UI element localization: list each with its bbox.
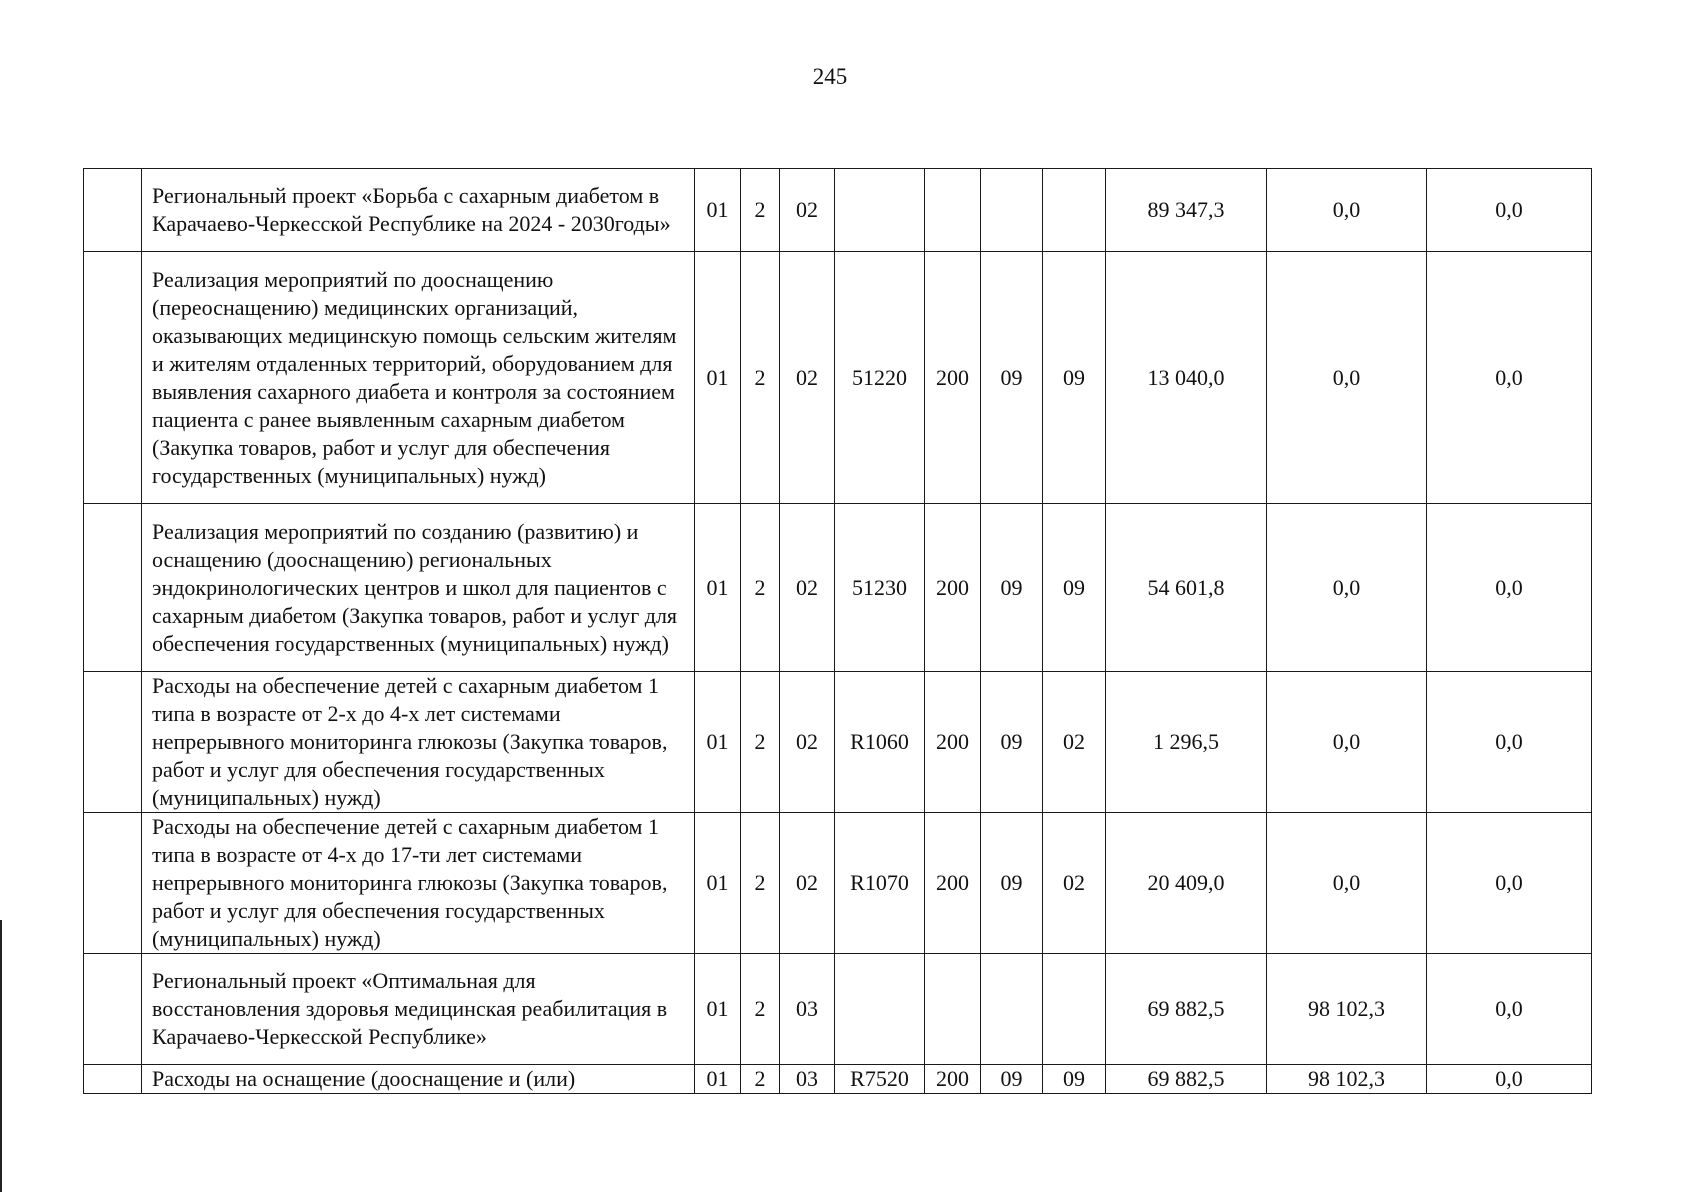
- code-subprogram-cell: 2: [741, 169, 780, 252]
- code-project-cell: 02: [780, 813, 835, 954]
- code-project-cell: 02: [780, 504, 835, 672]
- row-number-cell: [84, 504, 142, 672]
- code-direction-cell: R1060: [835, 672, 925, 813]
- code-expense-type-cell: [925, 169, 981, 252]
- amount-year1-cell: 20 409,0: [1106, 813, 1267, 954]
- code-subsection-cell: [1043, 169, 1106, 252]
- scan-margin-line: [0, 920, 2, 1192]
- code-program-cell: 01: [695, 672, 741, 813]
- code-expense-type-cell: 200: [925, 672, 981, 813]
- code-section-cell: [981, 169, 1043, 252]
- code-program-cell: 01: [695, 169, 741, 252]
- code-program-cell: 01: [695, 504, 741, 672]
- table-row: [84, 169, 1592, 252]
- code-subprogram-cell: 2: [741, 954, 780, 1065]
- row-number-cell: [84, 169, 142, 252]
- code-expense-type-cell: 200: [925, 1065, 981, 1094]
- code-subprogram-cell: 2: [741, 252, 780, 504]
- code-direction-cell: R7520: [835, 1065, 925, 1094]
- amount-year2-cell: 98 102,3: [1267, 1065, 1427, 1094]
- row-description: Региональный проект «Оптимальная для восстановления здоровья медицинская реабилитация в Карачаево-Черкесской Республике»: [142, 954, 695, 1065]
- row-description: Реализация мероприятий по созданию (развитию) и оснащению (дооснащению) региональных эндокринологических центров и школ для пациентов с сахарным диабетом (Закупка товаров, работ и услуг для обеспечения государственных (муниципальных) нужд): [142, 504, 695, 672]
- code-expense-type-cell: 200: [925, 813, 981, 954]
- code-subsection-cell: 09: [1043, 1065, 1106, 1094]
- amount-year2-cell: 98 102,3: [1267, 954, 1427, 1065]
- row-description: Реализация мероприятий по дооснащению (переоснащению) медицинских организаций, оказывающих медицинскую помощь сельским жителям и жителям отдаленных территорий, оборудованием для выявления сахарного диабета и контроля за состоянием пациента с ранее выявленным сахарным диабетом (Закупка товаров, работ и услуг для обеспечения государственных (муниципальных) нужд): [142, 252, 695, 504]
- amount-year1-cell: 13 040,0: [1106, 252, 1267, 504]
- code-program-cell: 01: [695, 813, 741, 954]
- amount-year3-cell: 0,0: [1427, 504, 1592, 672]
- code-project-cell: 02: [780, 672, 835, 813]
- amount-year2-cell: 0,0: [1267, 504, 1427, 672]
- amount-year1-cell: 54 601,8: [1106, 504, 1267, 672]
- amount-year2-cell: 0,0: [1267, 252, 1427, 504]
- row-number-cell: [84, 954, 142, 1065]
- amount-year1-cell: 69 882,5: [1106, 954, 1267, 1065]
- table-row: [84, 504, 1592, 672]
- code-subprogram-cell: 2: [741, 672, 780, 813]
- row-description: Расходы на оснащение (дооснащение и (или): [142, 1065, 695, 1094]
- code-direction-cell: [835, 169, 925, 252]
- code-project-cell: 02: [780, 169, 835, 252]
- code-expense-type-cell: [925, 954, 981, 1065]
- row-description: Региональный проект «Борьба с сахарным диабетом в Карачаево-Черкесской Республике на 2024 - 2030годы»: [142, 169, 695, 252]
- amount-year3-cell: 0,0: [1427, 1065, 1592, 1094]
- code-direction-cell: R1070: [835, 813, 925, 954]
- amount-year3-cell: 0,0: [1427, 252, 1592, 504]
- code-subprogram-cell: 2: [741, 504, 780, 672]
- page-number: 245: [812, 64, 848, 89]
- code-section-cell: 09: [981, 1065, 1043, 1094]
- row-number-cell: [84, 813, 142, 954]
- code-expense-type-cell: 200: [925, 252, 981, 504]
- table-row: [84, 252, 1592, 504]
- code-direction-cell: 51220: [835, 252, 925, 504]
- amount-year3-cell: 0,0: [1427, 954, 1592, 1065]
- code-section-cell: 09: [981, 504, 1043, 672]
- code-program-cell: 01: [695, 954, 741, 1065]
- code-direction-cell: 51230: [835, 504, 925, 672]
- table-row: [84, 672, 1592, 813]
- code-subsection-cell: 09: [1043, 504, 1106, 672]
- amount-year3-cell: 0,0: [1427, 813, 1592, 954]
- code-subsection-cell: [1043, 954, 1106, 1065]
- code-subsection-cell: 02: [1043, 813, 1106, 954]
- code-section-cell: 09: [981, 252, 1043, 504]
- amount-year1-cell: 89 347,3: [1106, 169, 1267, 252]
- table-row: [84, 954, 1592, 1065]
- code-program-cell: 01: [695, 1065, 741, 1094]
- amount-year3-cell: 0,0: [1427, 672, 1592, 813]
- code-project-cell: 03: [780, 954, 835, 1065]
- row-description: Расходы на обеспечение детей с сахарным диабетом 1 типа в возрасте от 2-х до 4-х лет системами непрерывного мониторинга глюкозы (Закупка товаров, работ и услуг для обеспечения государственных (муниципальных) нужд): [142, 672, 695, 813]
- row-number-cell: [84, 1065, 142, 1094]
- budget-table: [83, 168, 1592, 1094]
- row-number-cell: [84, 672, 142, 813]
- row-number-cell: [84, 252, 142, 504]
- code-expense-type-cell: 200: [925, 504, 981, 672]
- code-subprogram-cell: 2: [741, 813, 780, 954]
- code-section-cell: 09: [981, 672, 1043, 813]
- code-project-cell: 02: [780, 252, 835, 504]
- amount-year2-cell: 0,0: [1267, 672, 1427, 813]
- code-section-cell: 09: [981, 813, 1043, 954]
- amount-year2-cell: 0,0: [1267, 169, 1427, 252]
- code-direction-cell: [835, 954, 925, 1065]
- table-row: [84, 813, 1592, 954]
- code-subsection-cell: 02: [1043, 672, 1106, 813]
- amount-year1-cell: 69 882,5: [1106, 1065, 1267, 1094]
- table-row: [84, 1065, 1592, 1094]
- amount-year1-cell: 1 296,5: [1106, 672, 1267, 813]
- code-project-cell: 03: [780, 1065, 835, 1094]
- code-program-cell: 01: [695, 252, 741, 504]
- row-description: Расходы на обеспечение детей с сахарным диабетом 1 типа в возрасте от 4-х до 17-ти лет системами непрерывного мониторинга глюкозы (Закупка товаров, работ и услуг для обеспечения государственных (муниципальных) нужд): [142, 813, 695, 954]
- amount-year2-cell: 0,0: [1267, 813, 1427, 954]
- code-subsection-cell: 09: [1043, 252, 1106, 504]
- code-section-cell: [981, 954, 1043, 1065]
- amount-year3-cell: 0,0: [1427, 169, 1592, 252]
- code-subprogram-cell: 2: [741, 1065, 780, 1094]
